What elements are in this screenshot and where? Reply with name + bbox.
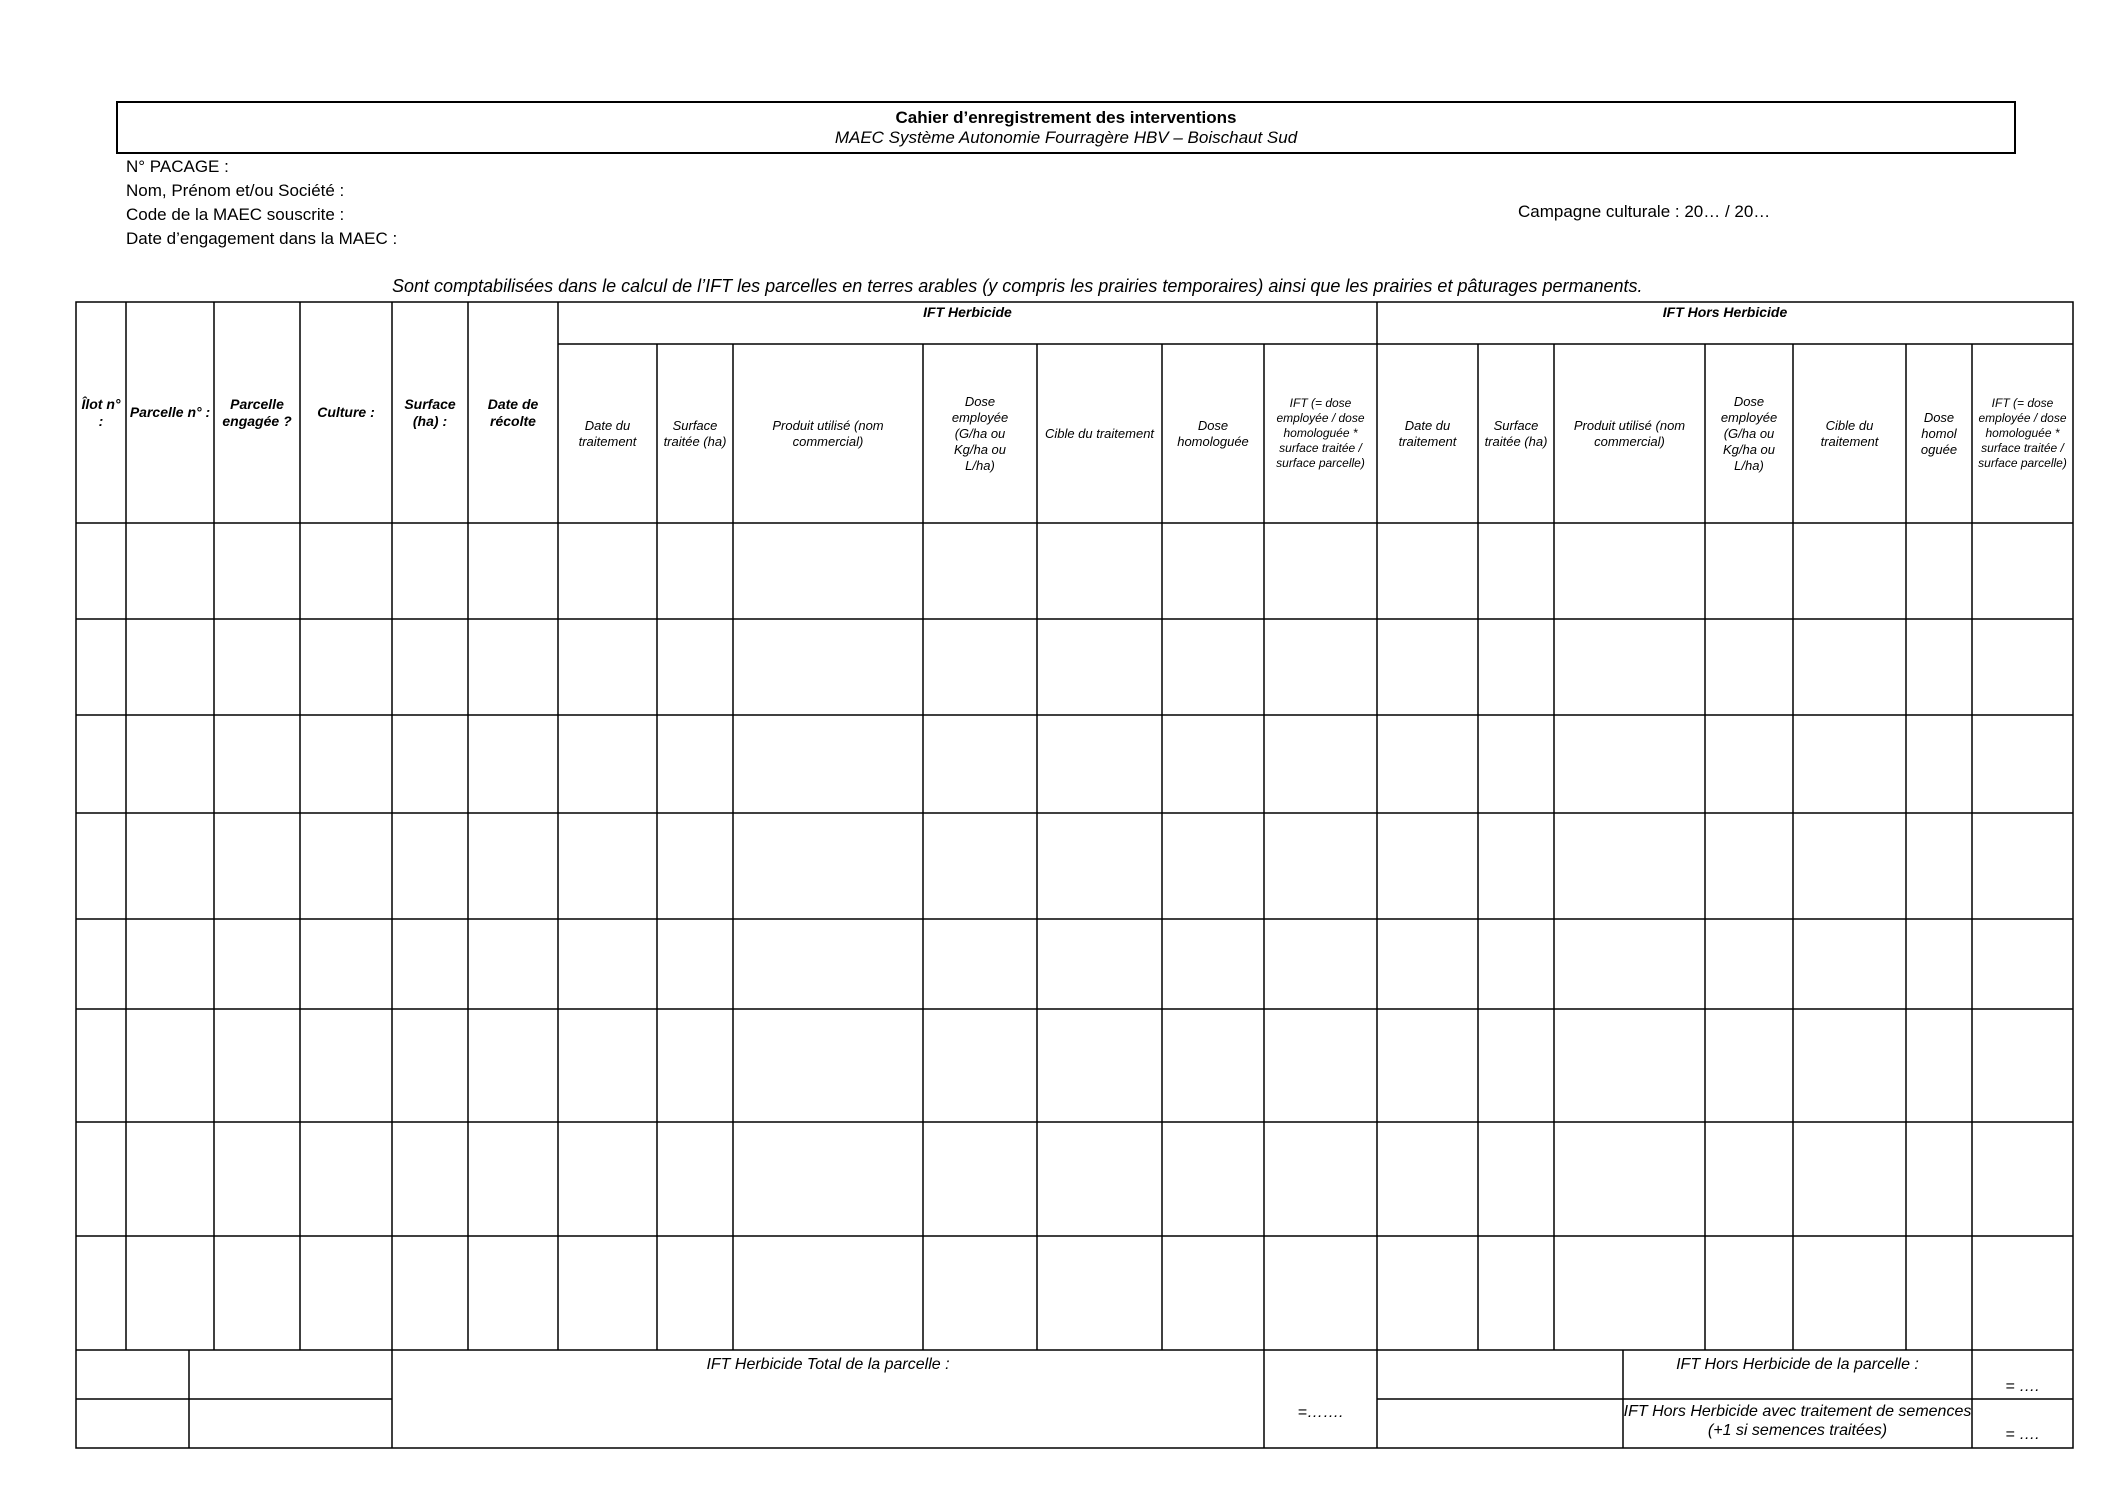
code-maec-label: Code de la MAEC souscrite : [126,205,345,224]
header-surface: Surface (ha) : [404,395,456,429]
header-hors-dose-homologuee: Dose homol oguée [1920,409,1958,457]
header-group-ift-herbicide: IFT Herbicide [923,304,1012,320]
header-hors-produit: Produit utilisé (nom commercial) [1573,417,1686,449]
ift-hors-herbicide-label: IFT Hors Herbicide de la parcelle : [1676,1356,1919,1373]
date-engagement-label: Date d’engagement dans la MAEC : [126,229,398,248]
header-herb-produit: Produit utilisé (nom commercial) [772,417,884,449]
header-herb-dose-employee: Dose employée (G/ha ou Kg/ha ou L/ha) [951,393,1009,473]
ift-hors-herbicide-semences-label: IFT Hors Herbicide avec traitement de semences (+1 si semences traitées) [1623,1403,1972,1439]
header-herb-date-traitement: Date du traitement [578,417,637,449]
nom-label: Nom, Prénom et/ou Société : [126,181,345,200]
header-herb-cible: Cible du traitement [1044,425,1155,441]
document-title-box [116,101,2016,154]
ift-herbicide-total-value: =……. [1297,1404,1344,1421]
campagne-label: Campagne culturale : 20… / 20… [1518,202,1771,221]
header-parcelle-engagee: Parcelle engagée ? [222,395,292,429]
ift-hors-herbicide-value: = …. [2005,1378,2040,1395]
header-herb-ift: IFT (= dose employée / dose homologuée * surface traitée / surface parcelle) [1276,396,1365,470]
header-ilot: Îlot n° : [81,395,121,429]
header-group-ift-hors-herbicide: IFT Hors Herbicide [1662,304,1788,320]
header-hors-surface-traitee: Surface traitée (ha) [1484,417,1548,449]
interventions-table [75,301,2074,1449]
header-herb-dose-homologuee: Dose homologuée [1177,417,1249,449]
header-herb-surface-traitee: Surface traitée (ha) [663,417,727,449]
header-hors-ift: IFT (= dose employée / dose homologuée * surface traitée / surface parcelle) [1978,396,2067,470]
header-date-recolte: Date de récolte [487,395,539,429]
header-hors-date-traitement: Date du traitement [1398,417,1457,449]
ift-note: Sont comptabilisées dans le calcul de l’IFT les parcelles en terres arables (y compris les prairies temporaires) ainsi que les prairies et pâturages permanents. [392,276,1643,296]
header-culture: Culture : [317,404,375,420]
document-title: Cahier d’enregistrement des interventions [895,108,1237,127]
pacage-label: N° PACAGE : [126,157,229,176]
header-hors-cible: Cible du traitement [1820,417,1879,449]
header-hors-dose-employee: Dose employée (G/ha ou Kg/ha ou L/ha) [1720,393,1778,473]
document-subtitle: MAEC Système Autonomie Fourragère HBV – Boischaut Sud [834,128,1298,147]
ift-hors-herbicide-semences-value: = …. [2005,1426,2040,1443]
header-parcelle: Parcelle n° : [129,404,211,420]
ift-herbicide-total-label: IFT Herbicide Total de la parcelle : [706,1356,950,1373]
